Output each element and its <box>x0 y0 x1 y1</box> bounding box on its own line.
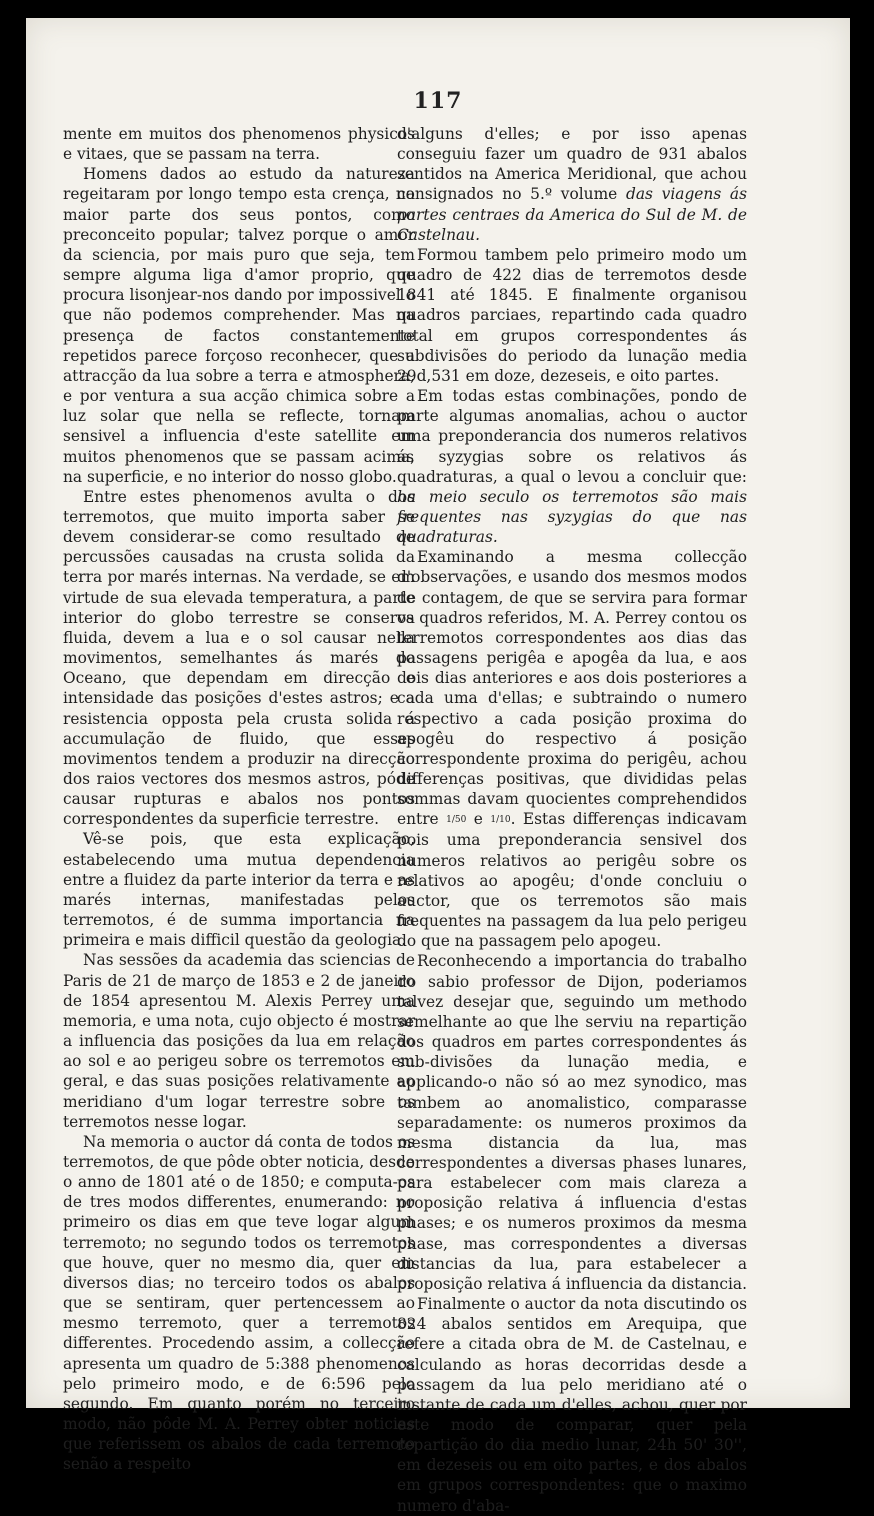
paragraph: mente em muitos dos phenomenos physicos e vitaes, que se passam na terra. <box>63 125 415 164</box>
paragraph <box>397 547 747 951</box>
paragraph-text: Em todas estas combinações, pondo de parte algumas anomalias, achou o auctor uma preponderancia dos numeros relativos ás syzygias sobre os relativos ás quadraturas, a qual o levou a concluir que: <box>397 387 747 486</box>
book-title: das viagens ás partes centraes da America do Sul de M. de Castelnau. <box>397 185 747 244</box>
paragraph: Formou tambem pelo primeiro modo um quadro de 422 dias de terremotos desde 1841 até 1845. E finalmente organisou quadros parciaes, repartindo cada quadro total em grupos correspondentes ás subdivisões do periodo da lunação media 29d,531 em doze, dezeseis, e oito partes. <box>397 245 747 385</box>
paragraph-text: . Estas differenças indicavam pois uma preponderancia sensivel dos numeros relativos ao perigêu sobre os relativos ao apogêu; d'onde concluiu o auctor, que os terremotos são mais frequentes na passagem da lua pelo perigeu do que na passagem pelo apogeu. <box>397 810 747 951</box>
page-number: 117 <box>413 88 463 114</box>
conclusion-italic: ha meio seculo os terremotos são mais frequentes nas syzygias do que nas quadraturas. <box>397 487 747 547</box>
paragraph: Homens dados ao estudo da natureza regeitaram por longo tempo esta crença, na maior parte dos seus pontos, como preconceito popular; talvez porque o amor da sciencia, por mais puro que seja, tem sempre alguma liga d'amor proprio, que procura lisonjear-nos dando por impossivel o que não podemos comprehender. Mas na presença de factos constantemente repetidos parece forçoso reconhecer, que a attracção da lua sobre a terra e atmosphera, e por ventura a sua acção chimica sobre a luz solar que nella se reflecte, tornam sensivel a influencia d'este satellite em muitos phenomenos que se passam acima, na superficie, e no interior do nosso globo. <box>63 165 415 486</box>
paragraph-text: Examinando a mesma collecção d'observações, e usando dos mesmos modos de contagem, de que se servira para formar os quadros referidos, M. A. Perrey contou os terremotos correspondentes aos dias das passagens perigêa e apogêa da lua, e aos dois dias anteriores e aos dois posteriores a cada uma d'ellas; e subtraindo o numero respectivo a cada posição proxima do apogêu do respectivo á posição correspondente proxima do perigêu, achou differenças positivas, que divididas pelas sommas davam quocientes comprehendidos entre <box>397 548 747 829</box>
paragraph-text: d'alguns d'elles; e por isso apenas conseguiu fazer um quadro de 931 abalos sentidos na America Meridional, que achou consignados no 5.º volume <box>397 125 747 204</box>
paragraph <box>397 124 747 245</box>
paragraph: Finalmente o auctor da nota discutindo os 824 abalos sentidos em Arequipa, que refere a citada obra de M. de Castelnau, e calculando as horas decorridas desde a passagem da lua pelo meridiano até o instante de cada um d'elles, achou, quer por este modo de comparar, quer pela repartição do dia medio lunar, 24h 50' 30'', em dezeseis ou em oito partes, e dos abalos em grupos correspondentes: que o maximo numero d'aba- <box>397 1295 747 1515</box>
book-page <box>26 18 850 1515</box>
paragraph: Reconhecendo a importancia do trabalho do sabio professor de Dijon, poderiamos talvez desejar que, seguindo um methodo semelhante ao que lhe serviu na repartição dos quadros em partes correspondentes ás sub-divisões da lunação media, e applicando-o não só ao mez synodico, mas tambem ao anomalistico, comparasse separadamente: os numeros proximos da mesma distancia da lua, mas correspondentes a diversas phases lunares, para estabelecer com mais clareza a proposição relativa á influencia d'estas phases; e os numeros proximos da mesma phase, mas correspondentes a diversas distancias da lua, para estabelecer a proposição relativa á influencia da distancia. <box>397 952 747 1293</box>
left-column <box>63 124 415 1474</box>
paragraph: Vê-se pois, que esta explicação, estabelecendo uma mutua dependencia entre a fluidez da parte interior da terra e as marés internas, manifestadas pelos terremotos, é de summa importancia na primeira e mais difficil questão da geologia. <box>63 830 415 950</box>
fraction: 1/10 <box>490 815 511 826</box>
right-column <box>397 124 747 1516</box>
paragraph: Nas sessões da academia das sciencias de Paris de 21 de março de 1853 e 2 de janeiro de 1854 apresentou M. Alexis Perrey uma memoria, e uma nota, cujo objecto é mostrar a influencia das posições da lua em relação ao sol e ao perigeu sobre os terremotos em geral, e das suas posições relativamente ao meridiano d'um logar terrestre sobre os terremotos nesse logar. <box>63 951 415 1131</box>
paragraph <box>397 386 747 547</box>
paragraph-text: e <box>466 810 491 829</box>
fraction: 1/50 <box>446 815 467 826</box>
paragraph: Na memoria o auctor dá conta de todos os terremotos, de que pôde obter noticia, desde o anno de 1801 até o de 1850; e computa-os de tres modos differentes, enumerando: no primeiro os dias em que teve logar algum terremoto; no segundo todos os terremotos que houve, quer no mesmo dia, quer em diversos dias; no terceiro todos os abalos que se sentiram, quer pertencessem ao mesmo terremoto, quer a terremotos differentes. Procedendo assim, a collecção apresenta um quadro de 5:388 phenomenos pelo primeiro modo, e de 6:596 pelo segundo. Em quanto porém no terceiro modo, não pôde M. A. Perrey obter noticias que referissem os abalos de cada terremoto senão a respeito <box>63 1132 415 1474</box>
paragraph: Entre estes phenomenos avulta o dos terremotos, que muito importa saber se devem considerar-se como resultado de percussões causadas na crusta solida da terra por marés internas. Na verdade, se em virtude de sua elevada temperatura, a parte interior do globo terrestre se conserva fluida, devem a lua e o sol causar nella movimentos, semelhantes ás marés do Oceano, que dependam em direcção e intensidade das posições d'estes astros; e a resistencia opposta pela crusta solida á accumulação de fluido, que esses movimentos tendem a produzir na direcção dos raios vectores dos mesmos astros, póde causar rupturas e abalos nos pontos correspondentes da superficie terrestre. <box>63 487 415 829</box>
